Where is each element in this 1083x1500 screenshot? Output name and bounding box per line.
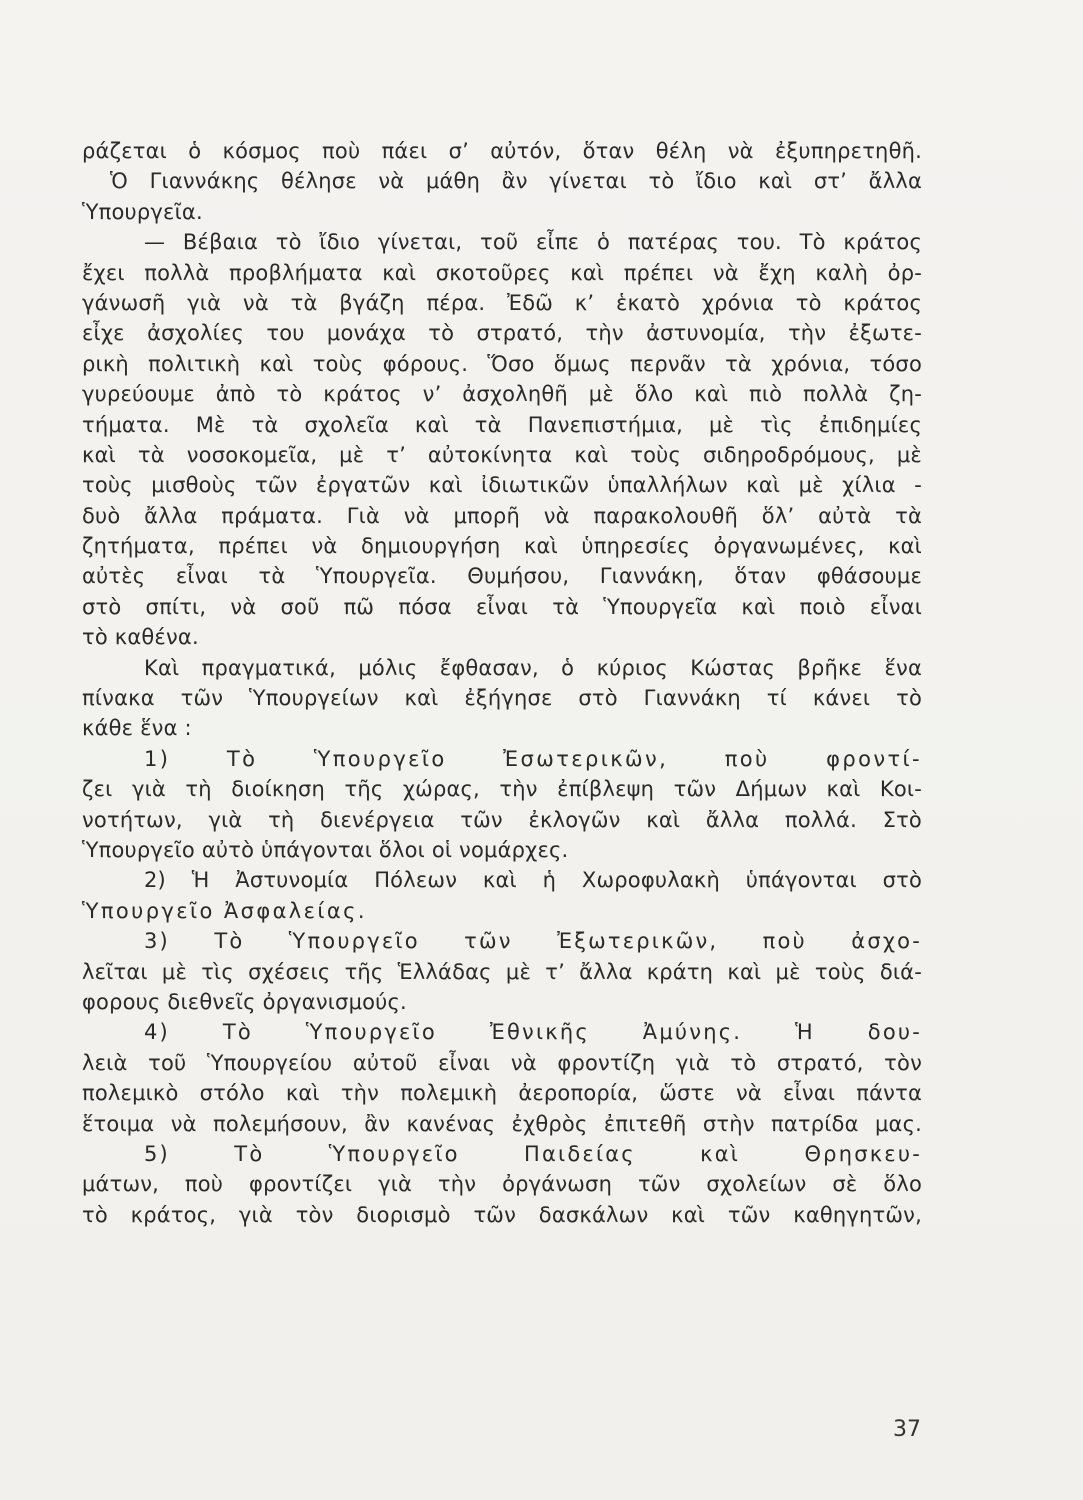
text-line: λεῖται μὲ τὶς σχέσεις τῆς Ἑλλάδας μὲ τ’ ἄλλα κράτη καὶ μὲ τοὺς διά- — [82, 959, 922, 984]
text-line: αὐτὲς εἶναι τὰ Ὑπουργεῖα. Θυμήσου, Γιαννάκη, ὅταν φθάσουμε — [82, 564, 922, 589]
text-line: καὶ τὰ νοσοκομεῖα, μὲ τ’ αὐτοκίνητα καὶ τοὺς σιδηροδρόμους, μὲ — [82, 442, 922, 467]
list-item-heading: 3) Τὸ Ὑπουργεῖο τῶν Ἐξωτερικῶν, ποὺ ἀσχο- — [144, 929, 922, 954]
text-line: Ὑπουργεῖο Ἀσφαλείας. — [82, 898, 367, 923]
text-line: δυὸ ἄλλα πράματα. Γιὰ νὰ μπορῆ νὰ παρακολουθῆ ὅλ’ αὐτὰ τὰ — [82, 503, 922, 528]
text-line: πίνακα τῶν Ὑπουργείων καὶ ἐξήγησε στὸ Γιαννάκη τί κάνει τὸ — [82, 686, 922, 711]
text-line: κάθε ἕνα : — [82, 716, 192, 741]
text-line: μάτων, ποὺ φροντίζει γιὰ τὴν ὀργάνωση τῶν σχολείων σὲ ὅλο — [82, 1172, 922, 1197]
text-line: τὸ καθένα. — [82, 625, 199, 650]
list-item-heading: 2) Ἡ Ἀστυνομία Πόλεων καὶ ἡ Χωροφυλακὴ ὑπάγονται στὸ — [144, 868, 922, 893]
text-line: φορους διεθνεῖς ὀργανισμούς. — [82, 989, 407, 1014]
text-line: τήματα. Μὲ τὰ σχολεῖα καὶ τὰ Πανεπιστήμια, μὲ τὶς ἐπιδημίες — [82, 412, 922, 437]
text-line: ἕτοιμα νὰ πολεμήσουν, ἂν κανένας ἐχθρὸς ἐπιτεθῆ στὴν πατρίδα μας. — [82, 1111, 922, 1136]
body-text — [82, 136, 922, 1230]
text-line: λειὰ τοῦ Ὑπουργείου αὐτοῦ εἶναι νὰ φροντίζη γιὰ τὸ στρατό, τὸν — [82, 1050, 922, 1075]
text-line: Ὑπουργεῖο αὐτὸ ὑπάγονται ὅλοι οἱ νομάρχες. — [82, 837, 569, 862]
text-line: Ὑπουργεῖα. — [82, 199, 203, 224]
list-item-heading: 4) Τὸ Ὑπουργεῖο Ἐθνικῆς Ἀμύνης. Ἡ δου- — [144, 1020, 922, 1045]
text-line: Ὁ Γιαννάκης θέλησε νὰ μάθη ἂν γίνεται τὸ ἴδιο καὶ στ’ ἄλλα — [110, 169, 922, 194]
list-item-heading: 1) Τὸ Ὑπουργεῖο Ἐσωτερικῶν, ποὺ φροντί- — [144, 746, 922, 771]
text-line: νοτήτων, γιὰ τὴ διενέργεια τῶν ἐκλογῶν καὶ ἄλλα πολλά. Στὸ — [82, 807, 922, 832]
text-line: ἔχει πολλὰ προβλήματα καὶ σκοτοῦρες καὶ πρέπει νὰ ἔχη καλὴ ὀρ- — [82, 260, 922, 285]
text-line: εἶχε ἀσχολίες του μονάχα τὸ στρατό, τὴν ἀστυνομία, τὴν ἐξωτε- — [82, 321, 922, 346]
text-line: τὸ κράτος, γιὰ τὸν διορισμὸ τῶν δασκάλων καὶ τῶν καθηγητῶν, — [82, 1202, 922, 1227]
text-line: στὸ σπίτι, νὰ σοῦ πῶ πόσα εἶναι τὰ Ὑπουργεῖα καὶ ποιὸ εἶναι — [82, 594, 922, 619]
text-line: ζει γιὰ τὴ διοίκηση τῆς χώρας, τὴν ἐπίβλεψη τῶν Δήμων καὶ Κοι- — [82, 777, 922, 802]
text-line: γυρεύουμε ἀπὸ τὸ κράτος ν’ ἀσχοληθῆ μὲ ὅλο καὶ πιὸ πολλὰ ζη- — [82, 382, 922, 407]
page-number: 37 — [893, 1417, 921, 1442]
text-line: ρικὴ πολιτικὴ καὶ τοὺς φόρους. Ὅσο ὅμως περνᾶν τὰ χρόνια, τόσο — [82, 351, 922, 376]
text-line: γάνωσῆ γιὰ νὰ τὰ βγάζη πέρα. Ἐδῶ κ’ ἑκατὸ χρόνια τὸ κράτος — [82, 290, 922, 315]
text-line: ζητήματα, πρέπει νὰ δημιουργήση καὶ ὑπηρεσίες ὀργανωμένες, καὶ — [82, 534, 922, 559]
text-line: Καὶ πραγματικά, μόλις ἔφθασαν, ὁ κύριος Κώστας βρῆκε ἕνα — [144, 655, 922, 680]
text-line: πολεμικὸ στόλο καὶ τὴν πολεμικὴ ἀεροπορία, ὥστε νὰ εἶναι πάντα — [82, 1081, 922, 1106]
list-item-heading: 5) Τὸ Ὑπουργεῖο Παιδείας καὶ Θρησκευ- — [144, 1141, 922, 1166]
text-line: — Βέβαια τὸ ἴδιο γίνεται, τοῦ εἶπε ὁ πατέρας του. Τὸ κράτος — [144, 230, 922, 255]
text-line: ράζεται ὁ κόσμος ποὺ πάει σ’ αὐτόν, ὅταν θέλη νὰ ἐξυπηρετηθῆ. — [82, 139, 922, 163]
text-line: τοὺς μισθοὺς τῶν ἐργατῶν καὶ ἰδιωτικῶν ὑπαλλήλων καὶ μὲ χίλια - — [82, 473, 922, 498]
